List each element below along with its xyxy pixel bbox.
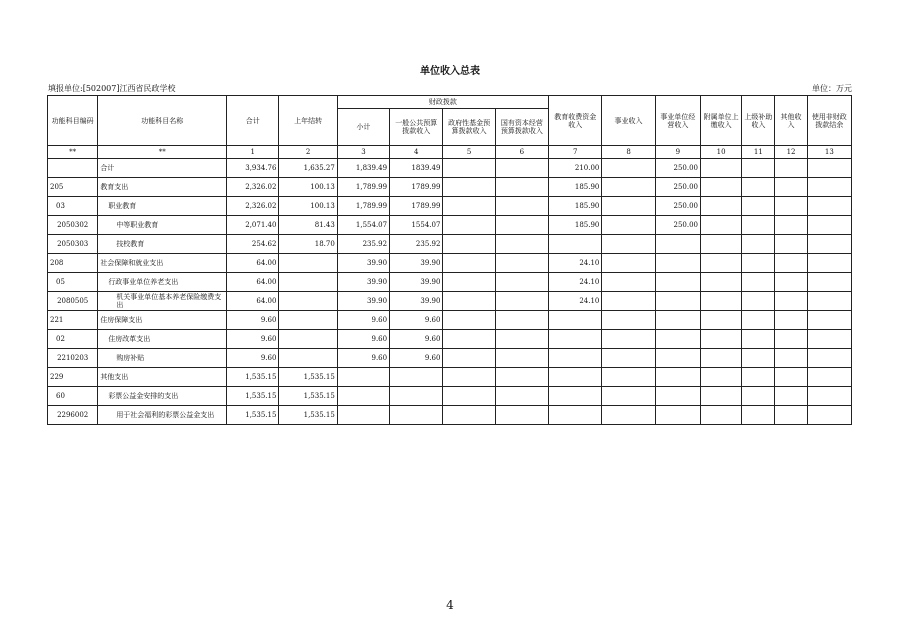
amount-cell xyxy=(742,311,775,330)
amount-cell xyxy=(742,368,775,387)
amount-cell xyxy=(495,197,548,216)
amount-cell xyxy=(602,387,655,406)
filler-unit: 填报单位:[502007]江西省民政学校 xyxy=(48,84,176,93)
amount-cell: 254.62 xyxy=(227,235,279,254)
amount-cell xyxy=(742,254,775,273)
table-row xyxy=(48,330,852,349)
subject-name: 技校教育 xyxy=(98,235,227,254)
amount-cell: 100.13 xyxy=(279,197,337,216)
amount-cell xyxy=(775,292,807,311)
table-row xyxy=(48,178,852,197)
amount-cell: 2,326.02 xyxy=(227,178,279,197)
amount-cell xyxy=(807,159,851,178)
amount-cell: 9.60 xyxy=(390,330,443,349)
amount-cell xyxy=(549,311,602,330)
amount-cell xyxy=(701,368,742,387)
amount-cell xyxy=(443,235,495,254)
amount-cell xyxy=(807,178,851,197)
index-cell: 6 xyxy=(495,146,548,159)
amount-cell: 9.60 xyxy=(227,311,279,330)
amount-cell xyxy=(443,406,495,425)
index-cell: 13 xyxy=(807,146,851,159)
subject-name: 彩票公益金安排的支出 xyxy=(98,387,227,406)
amount-cell xyxy=(390,368,443,387)
amount-cell xyxy=(742,197,775,216)
amount-cell xyxy=(495,178,548,197)
amount-cell: 185.90 xyxy=(549,216,602,235)
amount-cell: 1789.99 xyxy=(390,197,443,216)
amount-cell: 2,326.02 xyxy=(227,197,279,216)
amount-cell xyxy=(602,178,655,197)
subject-name: 职业教育 xyxy=(98,197,227,216)
amount-cell xyxy=(655,349,700,368)
amount-cell xyxy=(775,273,807,292)
table-row xyxy=(48,311,852,330)
amount-cell: 1,535.15 xyxy=(227,368,279,387)
amount-cell xyxy=(337,387,389,406)
amount-cell xyxy=(443,330,495,349)
amount-cell xyxy=(443,387,495,406)
amount-cell: 250.00 xyxy=(655,216,700,235)
index-cell: 7 xyxy=(549,146,602,159)
subject-name: 行政事业单位养老支出 xyxy=(98,273,227,292)
amount-cell xyxy=(443,349,495,368)
index-cell: 10 xyxy=(701,146,742,159)
amount-cell xyxy=(701,387,742,406)
amount-cell xyxy=(390,406,443,425)
amount-cell: 18.70 xyxy=(279,235,337,254)
amount-cell xyxy=(775,178,807,197)
subject-code: 2210203 xyxy=(48,349,98,368)
amount-cell xyxy=(701,330,742,349)
amount-cell: 1,789.99 xyxy=(337,178,389,197)
amount-cell: 39.90 xyxy=(390,292,443,311)
income-summary-table xyxy=(47,95,852,425)
header-non-fiscal: 使用非财政拨款结余 xyxy=(807,96,851,146)
header-other: 其他收入 xyxy=(775,96,807,146)
amount-cell xyxy=(655,254,700,273)
amount-cell xyxy=(701,197,742,216)
header-subtotal: 小计 xyxy=(337,109,389,146)
amount-cell: 250.00 xyxy=(655,159,700,178)
amount-cell xyxy=(443,216,495,235)
subject-name: 购房补贴 xyxy=(98,349,227,368)
amount-cell xyxy=(775,159,807,178)
amount-cell: 24.10 xyxy=(549,273,602,292)
amount-cell xyxy=(775,254,807,273)
amount-cell xyxy=(279,254,337,273)
amount-cell xyxy=(443,292,495,311)
table-row xyxy=(48,159,852,178)
index-row xyxy=(48,146,852,159)
amount-cell xyxy=(602,311,655,330)
table-row xyxy=(48,349,852,368)
amount-cell xyxy=(549,406,602,425)
amount-cell xyxy=(742,292,775,311)
amount-cell xyxy=(742,235,775,254)
amount-cell: 9.60 xyxy=(337,330,389,349)
amount-cell xyxy=(279,349,337,368)
amount-cell xyxy=(701,273,742,292)
amount-cell xyxy=(742,349,775,368)
amount-cell xyxy=(701,292,742,311)
amount-cell: 39.90 xyxy=(337,254,389,273)
header-affiliated: 附属单位上缴收入 xyxy=(701,96,742,146)
table-row xyxy=(48,406,852,425)
amount-cell xyxy=(807,197,851,216)
amount-cell: 24.10 xyxy=(549,254,602,273)
index-cell: 11 xyxy=(742,146,775,159)
amount-cell: 1,554.07 xyxy=(337,216,389,235)
subject-code: 221 xyxy=(48,311,98,330)
amount-cell xyxy=(443,159,495,178)
subject-name: 教育支出 xyxy=(98,178,227,197)
subject-name: 社会保障和就业支出 xyxy=(98,254,227,273)
table-row xyxy=(48,197,852,216)
amount-cell xyxy=(443,254,495,273)
amount-cell xyxy=(602,197,655,216)
amount-cell xyxy=(443,178,495,197)
amount-cell xyxy=(443,311,495,330)
amount-cell xyxy=(701,349,742,368)
amount-cell: 64.00 xyxy=(227,254,279,273)
amount-cell: 1,535.15 xyxy=(279,406,337,425)
amount-cell xyxy=(495,235,548,254)
header-operation: 事业单位经营收入 xyxy=(655,96,700,146)
amount-cell xyxy=(807,273,851,292)
amount-cell: 1,789.99 xyxy=(337,197,389,216)
index-cell: ** xyxy=(98,146,227,159)
amount-cell xyxy=(655,387,700,406)
amount-cell: 1,535.15 xyxy=(227,387,279,406)
table-row xyxy=(48,254,852,273)
currency-unit: 单位：万元 xyxy=(812,84,852,93)
subject-code: 05 xyxy=(48,273,98,292)
subject-name: 机关事业单位基本养老保险缴费支出 xyxy=(98,292,227,311)
amount-cell xyxy=(549,368,602,387)
amount-cell xyxy=(390,387,443,406)
amount-cell: 9.60 xyxy=(390,311,443,330)
amount-cell: 1,535.15 xyxy=(279,387,337,406)
amount-cell: 39.90 xyxy=(390,254,443,273)
amount-cell: 1839.49 xyxy=(390,159,443,178)
header-state-capital: 国有资本经营预算拨款收入 xyxy=(495,109,548,146)
amount-cell xyxy=(279,330,337,349)
amount-cell xyxy=(602,349,655,368)
amount-cell: 210.00 xyxy=(549,159,602,178)
amount-cell xyxy=(279,311,337,330)
subject-code: 2050302 xyxy=(48,216,98,235)
amount-cell: 1554.07 xyxy=(390,216,443,235)
index-cell: 8 xyxy=(602,146,655,159)
amount-cell xyxy=(701,406,742,425)
subject-code: 2296002 xyxy=(48,406,98,425)
amount-cell xyxy=(495,311,548,330)
amount-cell: 1,535.15 xyxy=(227,406,279,425)
amount-cell: 250.00 xyxy=(655,197,700,216)
amount-cell xyxy=(602,330,655,349)
amount-cell xyxy=(495,349,548,368)
amount-cell xyxy=(655,273,700,292)
amount-cell: 1,635.27 xyxy=(279,159,337,178)
amount-cell xyxy=(742,178,775,197)
amount-cell xyxy=(495,292,548,311)
amount-cell: 185.90 xyxy=(549,197,602,216)
subject-code: 60 xyxy=(48,387,98,406)
amount-cell xyxy=(742,216,775,235)
amount-cell xyxy=(549,349,602,368)
amount-cell: 9.60 xyxy=(227,330,279,349)
header-total: 合计 xyxy=(227,96,279,146)
index-cell: 12 xyxy=(775,146,807,159)
amount-cell xyxy=(775,330,807,349)
amount-cell xyxy=(775,235,807,254)
amount-cell xyxy=(775,197,807,216)
amount-cell: 81.43 xyxy=(279,216,337,235)
amount-cell xyxy=(602,254,655,273)
subject-code: 205 xyxy=(48,178,98,197)
amount-cell xyxy=(807,387,851,406)
index-cell: 4 xyxy=(390,146,443,159)
amount-cell xyxy=(495,330,548,349)
table-row xyxy=(48,216,852,235)
amount-cell xyxy=(602,292,655,311)
amount-cell xyxy=(807,349,851,368)
amount-cell xyxy=(807,292,851,311)
amount-cell: 3,934.76 xyxy=(227,159,279,178)
amount-cell: 39.90 xyxy=(390,273,443,292)
amount-cell xyxy=(742,159,775,178)
subject-name: 中等职业教育 xyxy=(98,216,227,235)
amount-cell xyxy=(549,330,602,349)
amount-cell xyxy=(279,292,337,311)
amount-cell xyxy=(742,406,775,425)
amount-cell xyxy=(701,311,742,330)
header-fiscal: 财政拨款 xyxy=(337,96,548,109)
amount-cell: 2,071.40 xyxy=(227,216,279,235)
amount-cell: 24.10 xyxy=(549,292,602,311)
amount-cell xyxy=(655,368,700,387)
header-business: 事业收入 xyxy=(602,96,655,146)
subject-code: 208 xyxy=(48,254,98,273)
index-cell: 9 xyxy=(655,146,700,159)
index-cell: 3 xyxy=(337,146,389,159)
amount-cell xyxy=(807,311,851,330)
amount-cell xyxy=(279,273,337,292)
table-row xyxy=(48,273,852,292)
amount-cell xyxy=(807,235,851,254)
amount-cell: 1,839.49 xyxy=(337,159,389,178)
amount-cell xyxy=(549,235,602,254)
amount-cell xyxy=(443,368,495,387)
amount-cell xyxy=(807,254,851,273)
amount-cell: 9.60 xyxy=(337,311,389,330)
header-gov-fund: 政府性基金预算拨款收入 xyxy=(443,109,495,146)
amount-cell: 250.00 xyxy=(655,178,700,197)
table-row xyxy=(48,292,852,311)
subject-code: 2080505 xyxy=(48,292,98,311)
amount-cell xyxy=(701,178,742,197)
header-edu-fee: 教育收费资金收入 xyxy=(549,96,602,146)
amount-cell: 235.92 xyxy=(390,235,443,254)
amount-cell xyxy=(495,368,548,387)
header-name: 功能科目名称 xyxy=(98,96,227,146)
amount-cell: 9.60 xyxy=(227,349,279,368)
subject-code: 03 xyxy=(48,197,98,216)
amount-cell xyxy=(742,330,775,349)
amount-cell xyxy=(807,406,851,425)
table-row xyxy=(48,387,852,406)
amount-cell xyxy=(495,159,548,178)
amount-cell: 1789.99 xyxy=(390,178,443,197)
amount-cell xyxy=(602,368,655,387)
amount-cell xyxy=(602,216,655,235)
amount-cell xyxy=(775,216,807,235)
amount-cell xyxy=(495,406,548,425)
index-cell: 5 xyxy=(443,146,495,159)
amount-cell: 9.60 xyxy=(337,349,389,368)
amount-cell: 185.90 xyxy=(549,178,602,197)
index-cell: ** xyxy=(48,146,98,159)
amount-cell: 100.13 xyxy=(279,178,337,197)
report-title: 单位收入总表 xyxy=(420,66,480,77)
amount-cell xyxy=(443,197,495,216)
subject-name: 合计 xyxy=(98,159,227,178)
subject-name: 用于社会福利的彩票公益金支出 xyxy=(98,406,227,425)
subject-code: 229 xyxy=(48,368,98,387)
header-superior: 上级补助收入 xyxy=(742,96,775,146)
amount-cell xyxy=(807,330,851,349)
amount-cell xyxy=(602,159,655,178)
amount-cell xyxy=(655,235,700,254)
amount-cell xyxy=(549,387,602,406)
subject-code xyxy=(48,159,98,178)
subject-code: 2050303 xyxy=(48,235,98,254)
table-row xyxy=(48,235,852,254)
amount-cell xyxy=(655,292,700,311)
amount-cell xyxy=(495,216,548,235)
amount-cell xyxy=(701,235,742,254)
amount-cell xyxy=(775,387,807,406)
amount-cell xyxy=(701,216,742,235)
amount-cell xyxy=(742,387,775,406)
amount-cell xyxy=(337,406,389,425)
amount-cell xyxy=(495,387,548,406)
amount-cell xyxy=(337,368,389,387)
amount-cell xyxy=(742,273,775,292)
amount-cell xyxy=(655,330,700,349)
amount-cell: 39.90 xyxy=(337,292,389,311)
amount-cell xyxy=(495,254,548,273)
amount-cell: 9.60 xyxy=(390,349,443,368)
amount-cell xyxy=(655,311,700,330)
amount-cell xyxy=(775,349,807,368)
index-cell: 1 xyxy=(227,146,279,159)
subject-name: 其他支出 xyxy=(98,368,227,387)
index-cell: 2 xyxy=(279,146,337,159)
amount-cell xyxy=(807,216,851,235)
amount-cell: 1,535.15 xyxy=(279,368,337,387)
amount-cell xyxy=(807,368,851,387)
amount-cell xyxy=(701,254,742,273)
amount-cell xyxy=(602,235,655,254)
subject-name: 住房改革支出 xyxy=(98,330,227,349)
amount-cell xyxy=(775,406,807,425)
amount-cell xyxy=(602,406,655,425)
amount-cell xyxy=(602,273,655,292)
amount-cell xyxy=(495,273,548,292)
header-code: 功能科目编码 xyxy=(48,96,98,146)
table-row xyxy=(48,368,852,387)
subject-code: 02 xyxy=(48,330,98,349)
amount-cell xyxy=(701,159,742,178)
amount-cell: 235.92 xyxy=(337,235,389,254)
amount-cell xyxy=(443,273,495,292)
header-carry: 上年结转 xyxy=(279,96,337,146)
amount-cell xyxy=(775,368,807,387)
amount-cell xyxy=(775,311,807,330)
subject-name: 住房保障支出 xyxy=(98,311,227,330)
amount-cell: 39.90 xyxy=(337,273,389,292)
amount-cell xyxy=(655,406,700,425)
page-number: 4 xyxy=(446,598,454,612)
amount-cell: 64.00 xyxy=(227,273,279,292)
header-general: 一般公共预算拨款收入 xyxy=(390,109,443,146)
amount-cell: 64.00 xyxy=(227,292,279,311)
